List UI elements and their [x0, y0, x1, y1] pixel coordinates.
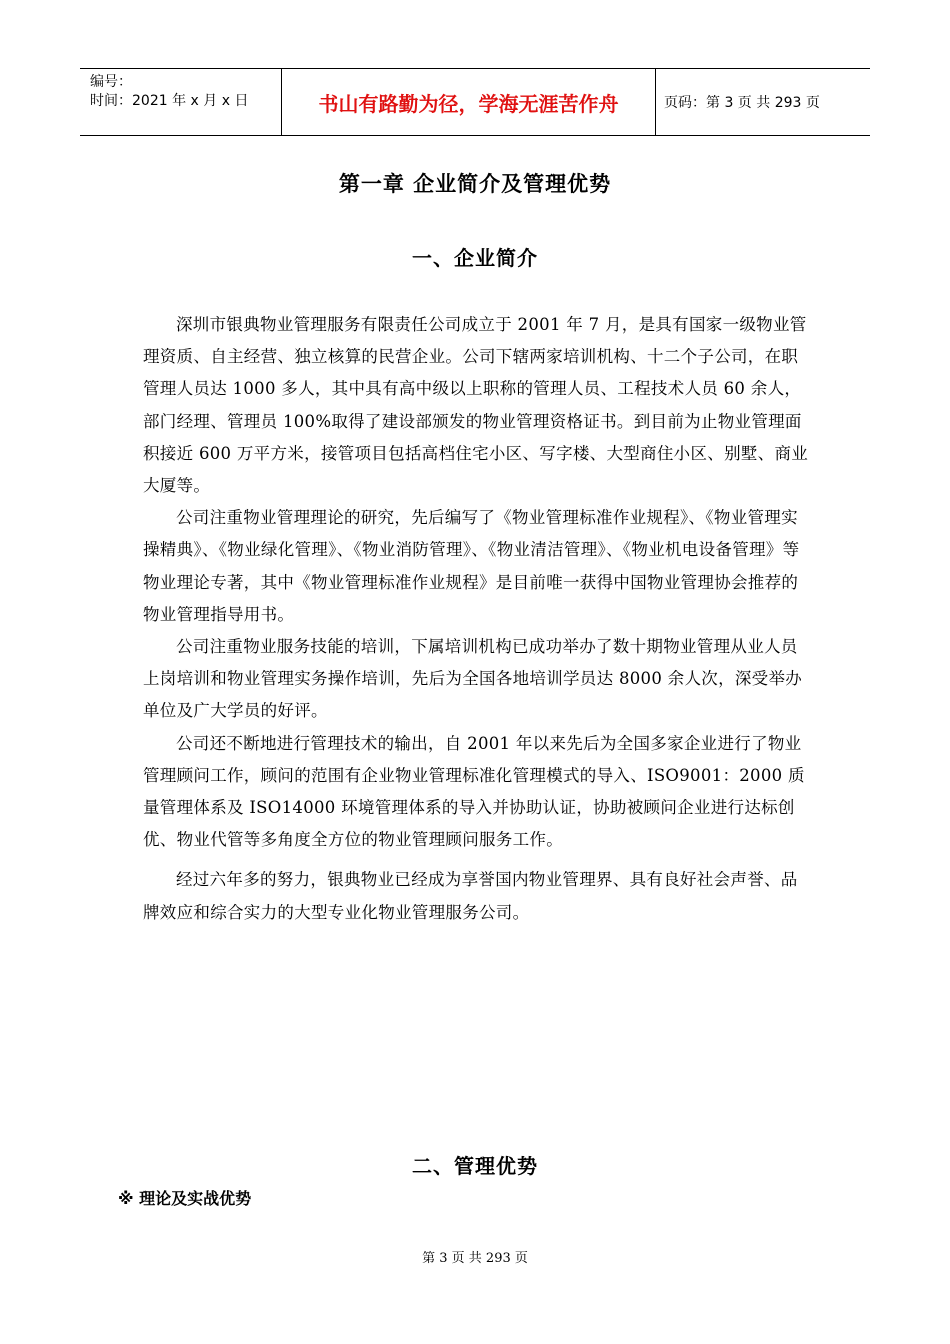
section-title-intro: 一、企业简介 [412, 246, 538, 270]
paragraph: 深圳市银典物业管理服务有限责任公司成立于 2001 年 7 月，是具有国家一级物业管理资质、自主经营、独立核算的民营企业。公司下辖两家培训机构、十二个子公司，在职管理人员达 1000 多人，其中具有高中级以上职称的管理人员、工程技术人员 60 余人，部门经理、管理员 100%取得了建设部颁发的物业管理资格证书。到目前为止物业管理面积接近 600 万平方米，接管项目包括高档住宅小区、写字楼、大型商住小区、别墅、商业大厦等。 [143, 315, 809, 496]
paragraph: 公司注重物业管理理论的研究，先后编写了《物业管理标准作业规程》、《物业管理实操精典》、《物业绿化管理》、《物业消防管理》、《物业清洁管理》、《物业机电设备管理》等物业理论专著，其中《物业管理标准作业规程》是目前唯一获得中国物业管理协会推荐的物业管理指导用书。 [143, 508, 800, 624]
paragraph: 公司还不断地进行管理技术的输出，自 2001 年以来先后为全国多家企业进行了物业管理顾问工作，顾问的范围有企业物业管理标准化管理模式的导入、ISO9001：2000 质量管理体系及 ISO14000 环境管理体系的导入并协助认证，协助被顾问企业进行达标创优、物业代管等多角度全方位的物业管理顾问服务工作。 [143, 733, 805, 850]
section-title-advantages: 二、管理优势 [412, 1154, 538, 1178]
page-header [80, 68, 870, 136]
header-number-label: 编号： [90, 74, 132, 90]
header-page-info: 页码：第 3 页 共 293 页 [664, 95, 820, 111]
header-motto: 书山有路勤为径，学海无涯苦作舟 [281, 69, 656, 135]
header-time-label: 时间：2021 年 x 月 x 日 [90, 93, 249, 109]
chapter-title: 第一章 企业简介及管理优势 [338, 172, 612, 196]
body-text [143, 309, 813, 929]
page-footer: 第 3 页 共 293 页 [422, 1251, 528, 1266]
paragraph: 经过六年多的努力，银典物业已经成为享誉国内物业管理界、具有良好社会声誉、品牌效应和综合实力的大型专业化物业管理服务公司。 [143, 870, 798, 922]
subsection-title: ※ 理论及实战优势 [118, 1189, 252, 1208]
header-meta [80, 69, 281, 135]
paragraph: 公司注重物业服务技能的培训，下属培训机构已成功举办了数十期物业管理从业人员上岗培训和物业管理实务操作培训，先后为全国各地培训学员达 8000 余人次，深受举办单位及广大学员的好评。 [143, 637, 803, 721]
